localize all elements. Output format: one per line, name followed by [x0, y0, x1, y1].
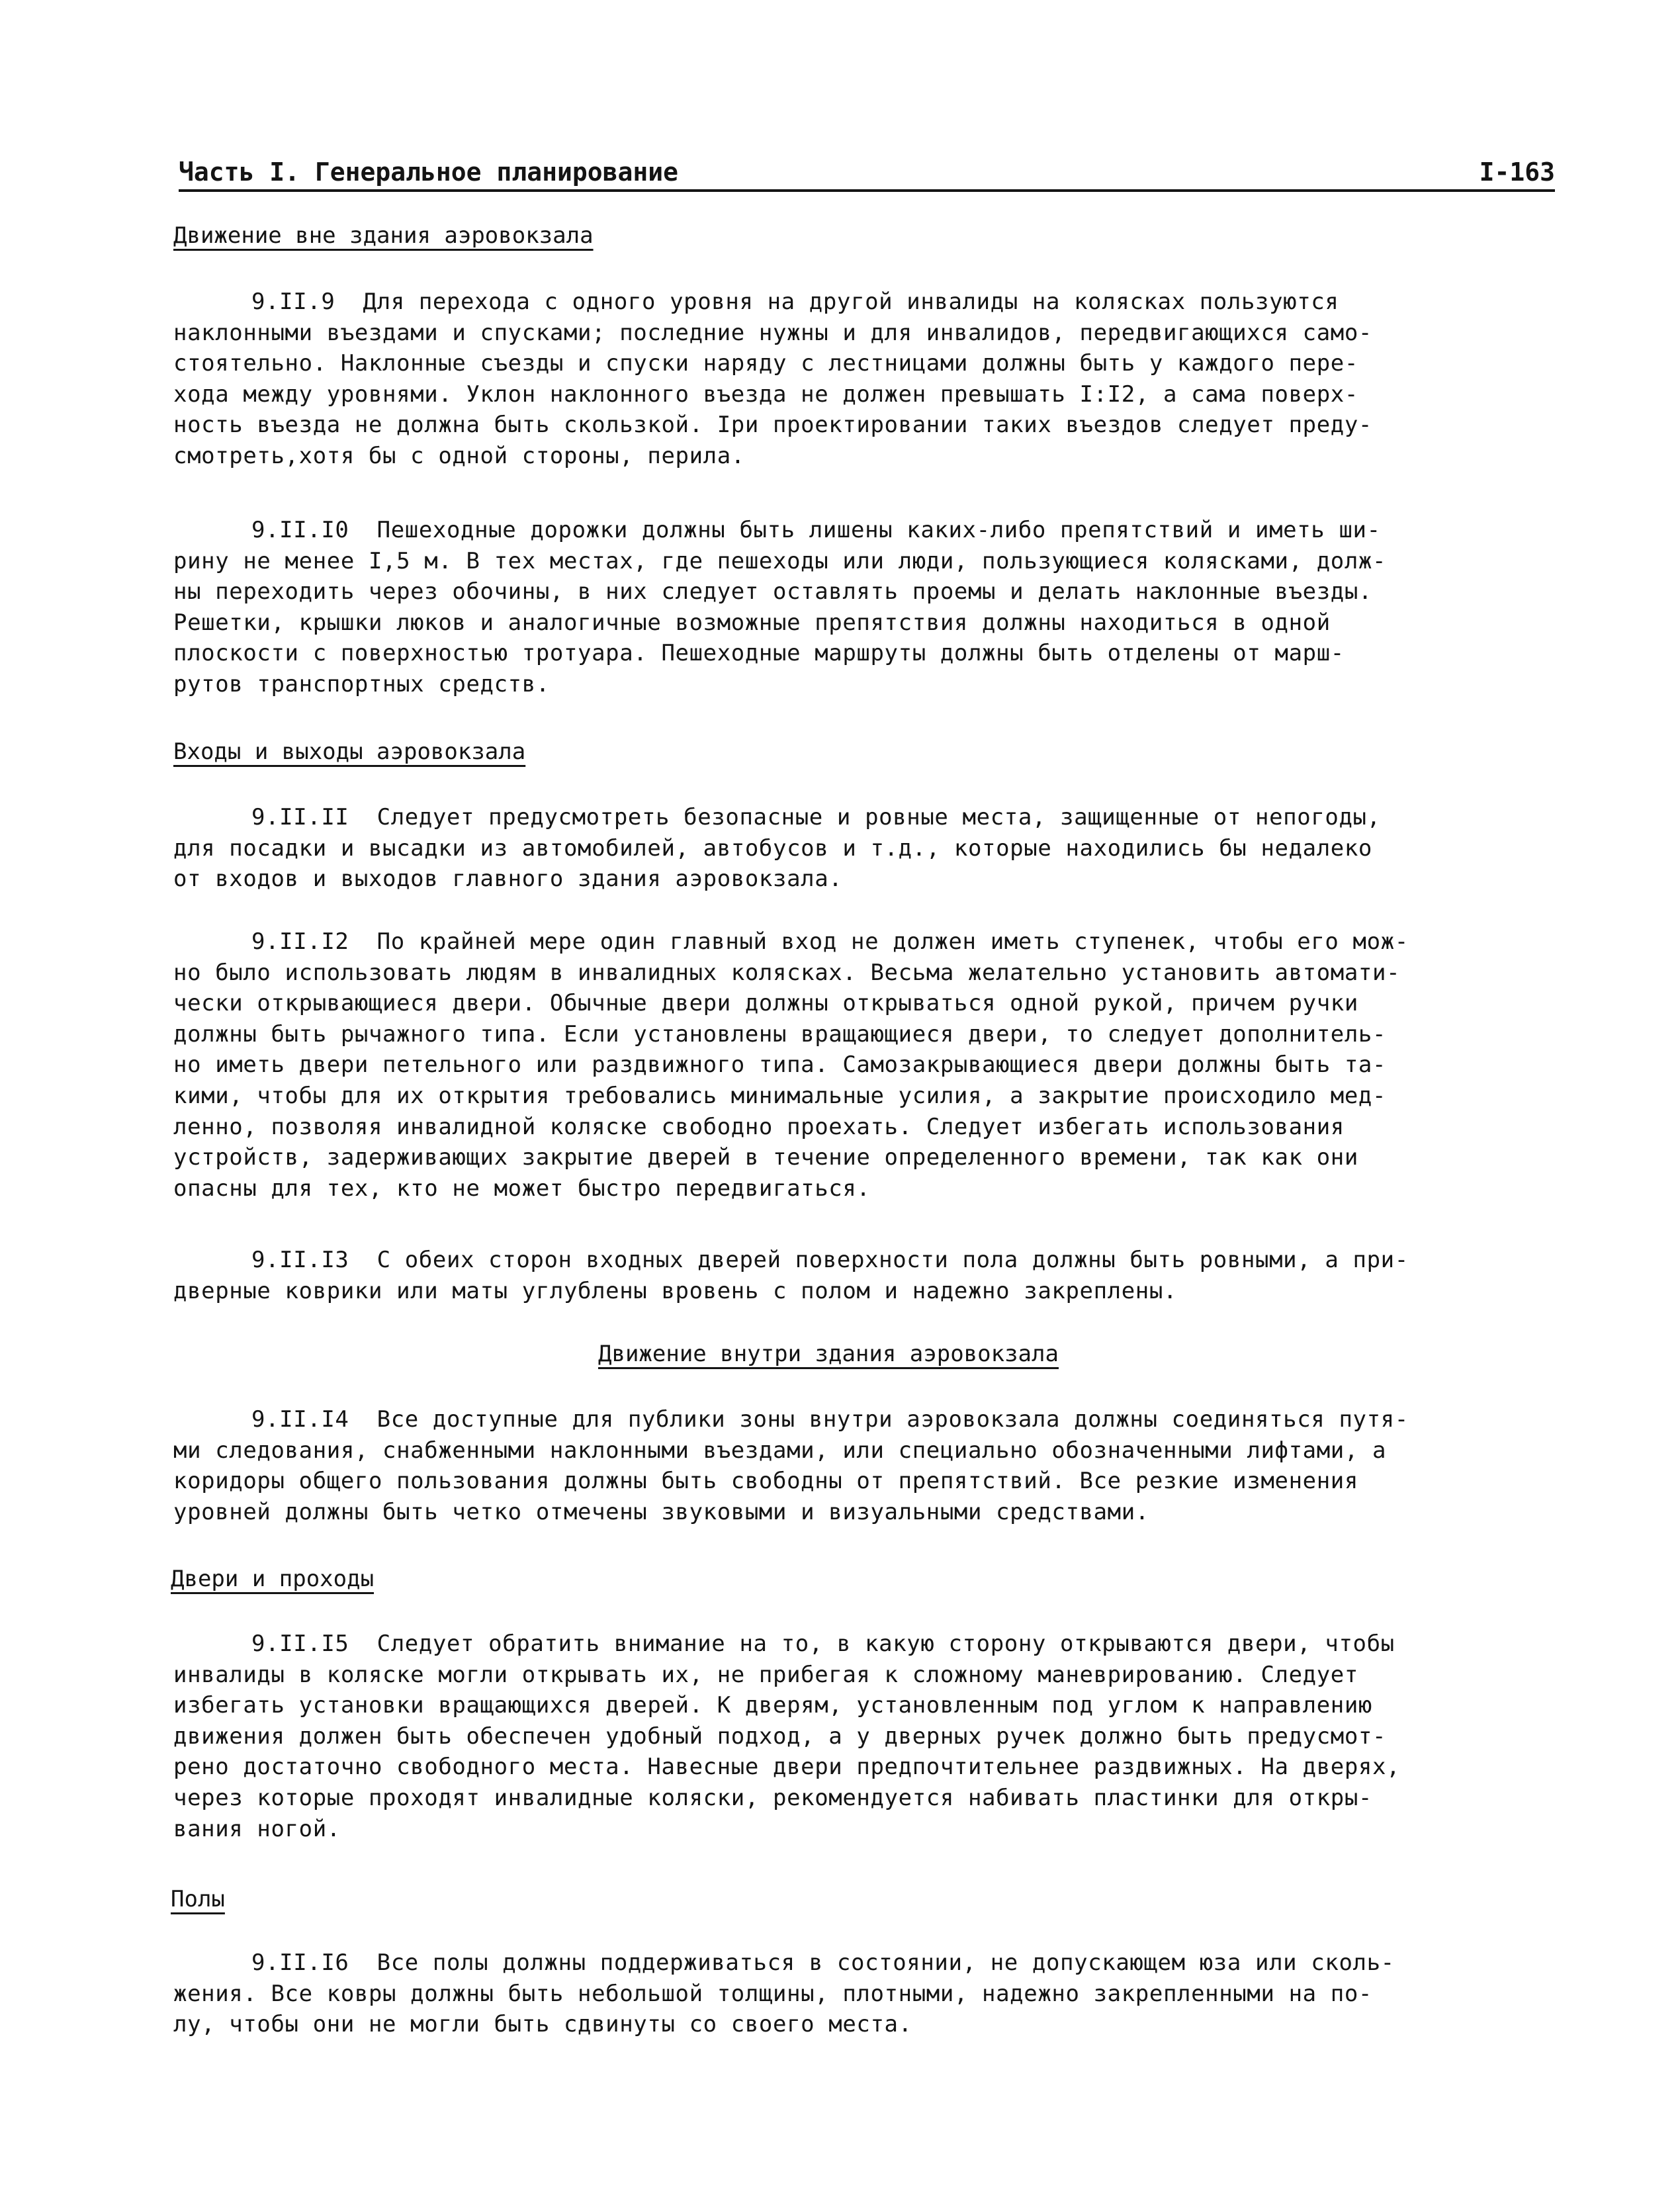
paragraph-line: вания ногой. — [173, 1815, 341, 1842]
paragraph-line: рину не менее I,5 м. В тех местах, где пешеходы или люди, пользующиеся колясками, долж- — [173, 547, 1387, 574]
running-header — [179, 151, 1555, 192]
paragraph-9-11-16 — [173, 1947, 1563, 2040]
paragraph-line: через которые проходят инвалидные коляски, рекомендуется набивать пластинки для откры- — [173, 1784, 1372, 1811]
paragraph-9-11-15 — [173, 1629, 1563, 1844]
paragraph-9-11-10 — [173, 515, 1563, 700]
paragraph-line: 9.II.I3 С обеих сторон входных дверей поверхности пола должны быть ровными, а при- — [251, 1247, 1409, 1273]
paragraph-line: 9.II.I4 Все доступные для публики зоны внутри аэровокзала должны соединяться путя- — [251, 1406, 1409, 1433]
paragraph-line: инвалиды в коляске могли открывать их, не прибегая к сложному маневрированию. Следует — [173, 1661, 1358, 1688]
paragraph-9-11-14 — [173, 1404, 1563, 1527]
paragraph-line: для посадки и высадки из автомобилей, автобусов и т.д., которые находились бы недалеко — [173, 834, 1372, 862]
paragraph-line: наклонными въездами и спусками; последние нужны и для инвалидов, передвигающихся само- — [173, 319, 1372, 346]
paragraph-line: лу, чтобы они не могли быть сдвинуты со своего места. — [173, 2011, 912, 2038]
section-heading-entrances-exits: Входы и выходы аэровокзала — [173, 738, 526, 765]
paragraph-line: чески открывающиеся двери. Обычные двери должны открываться одной рукой, причем ручки — [173, 990, 1358, 1017]
paragraph-9-11-9 — [173, 287, 1563, 472]
section-heading-inside-movement: Движение внутри здания аэровокзала — [598, 1341, 1059, 1367]
section-heading-doors-passages: Двери и проходы — [171, 1566, 375, 1592]
section-heading-floors: Полы — [171, 1886, 225, 1912]
paragraph-line: дверные коврики или маты углублены вровень с полом и надежно закреплены. — [173, 1277, 1178, 1304]
part-title: Часть I. Генеральное планирование — [179, 157, 678, 187]
paragraph-line: плоскости с поверхностью тротуара. Пешеходные маршруты должны быть отделены от марш- — [173, 640, 1345, 667]
paragraph-line: стоятельно. Наклонные съезды и спуски наряду с лестницами должны быть у каждого пере- — [173, 350, 1358, 377]
paragraph-line: 9.II.I0 Пешеходные дорожки должны быть лишены каких-либо препятствий и иметь ши- — [251, 517, 1381, 543]
section-heading-outside-movement: Движение вне здания аэровокзала — [173, 222, 594, 249]
paragraph-line: от входов и выходов главного здания аэровокзала. — [173, 866, 843, 893]
paragraph-line: Решетки, крышки люков и аналогичные возможные препятствия должны находиться в одной — [173, 609, 1331, 636]
paragraph-9-11-12 — [173, 926, 1563, 1204]
paragraph-line: должны быть рычажного типа. Если установлены вращающиеся двери, то следует дополнитель- — [173, 1020, 1387, 1048]
paragraph-line: хода между уровнями. Уклон наклонного въезда не должен превышать I:I2, а сама поверх- — [173, 380, 1358, 408]
paragraph-line: 9.II.I6 Все полы должны поддерживаться в состоянии, не допускающем юза или сколь- — [251, 1949, 1395, 1976]
paragraph-line: ми следования, снабженными наклонными въездами, или специально обозначенными лифтами, а — [173, 1437, 1387, 1464]
paragraph-line: ность въезда не должна быть скользкой. Іри проектировании таких въездов следует преду- — [173, 412, 1372, 439]
paragraph-line: избегать установки вращающихся дверей. К дверям, установленным под углом к направлению — [173, 1692, 1372, 1719]
paragraph-line: коридоры общего пользования должны быть свободны от препятствий. Все резкие изменения — [173, 1468, 1358, 1495]
paragraph-line: 9.II.II Следует предусмотреть безопасные и ровные места, защищенные от непогоды, — [251, 804, 1381, 830]
page-number: I-163 — [1479, 157, 1555, 187]
paragraph-9-11-11 — [173, 802, 1563, 895]
paragraph-line: жения. Все ковры должны быть небольшой толщины, плотными, надежно закрепленными на по- — [173, 1980, 1372, 2007]
paragraph-line: рено достаточно свободного места. Навесные двери предпочтительнее раздвижных. На дверях, — [173, 1754, 1401, 1781]
paragraph-line: уровней должны быть четко отмечены звуковыми и визуальными средствами. — [173, 1498, 1149, 1525]
paragraph-line: смотреть,хотя бы с одной стороны, перила. — [173, 442, 745, 469]
paragraph-line: движения должен быть обеспечен удобный подход, а у дверных ручек должно быть предусмот- — [173, 1722, 1387, 1750]
paragraph-line: кими, чтобы для их открытия требовались минимальные усилия, а закрытие происходило мед- — [173, 1082, 1387, 1109]
paragraph-line: 9.II.I2 По крайней мере один главный вход не должен иметь ступенек, чтобы его мож- — [251, 928, 1409, 955]
paragraph-9-11-13 — [173, 1245, 1563, 1306]
paragraph-line: ленно, позволяя инвалидной коляске свободно проехать. Следует избегать использования — [173, 1113, 1345, 1140]
paragraph-line: опасны для тех, кто не может быстро передвигаться. — [173, 1175, 871, 1202]
paragraph-line: 9.II.9 Для перехода с одного уровня на другой инвалиды на колясках пользуются — [251, 289, 1339, 315]
paragraph-line: но было использовать людям в инвалидных колясках. Весьма желательно установить автомати- — [173, 959, 1401, 986]
paragraph-line: ны переходить через обочины, в них следует оставлять проемы и делать наклонные въезды. — [173, 578, 1372, 605]
paragraph-line: 9.II.I5 Следует обратить внимание на то, в какую сторону открываются двери, чтобы — [251, 1631, 1395, 1657]
paragraph-line: рутов транспортных средств. — [173, 670, 550, 697]
paragraph-line: устройств, задерживающих закрытие дверей в течение определенного времени, так как они — [173, 1144, 1358, 1171]
paragraph-line: но иметь двери петельного или раздвижного типа. Самозакрывающиеся двери должны быть та- — [173, 1051, 1387, 1079]
